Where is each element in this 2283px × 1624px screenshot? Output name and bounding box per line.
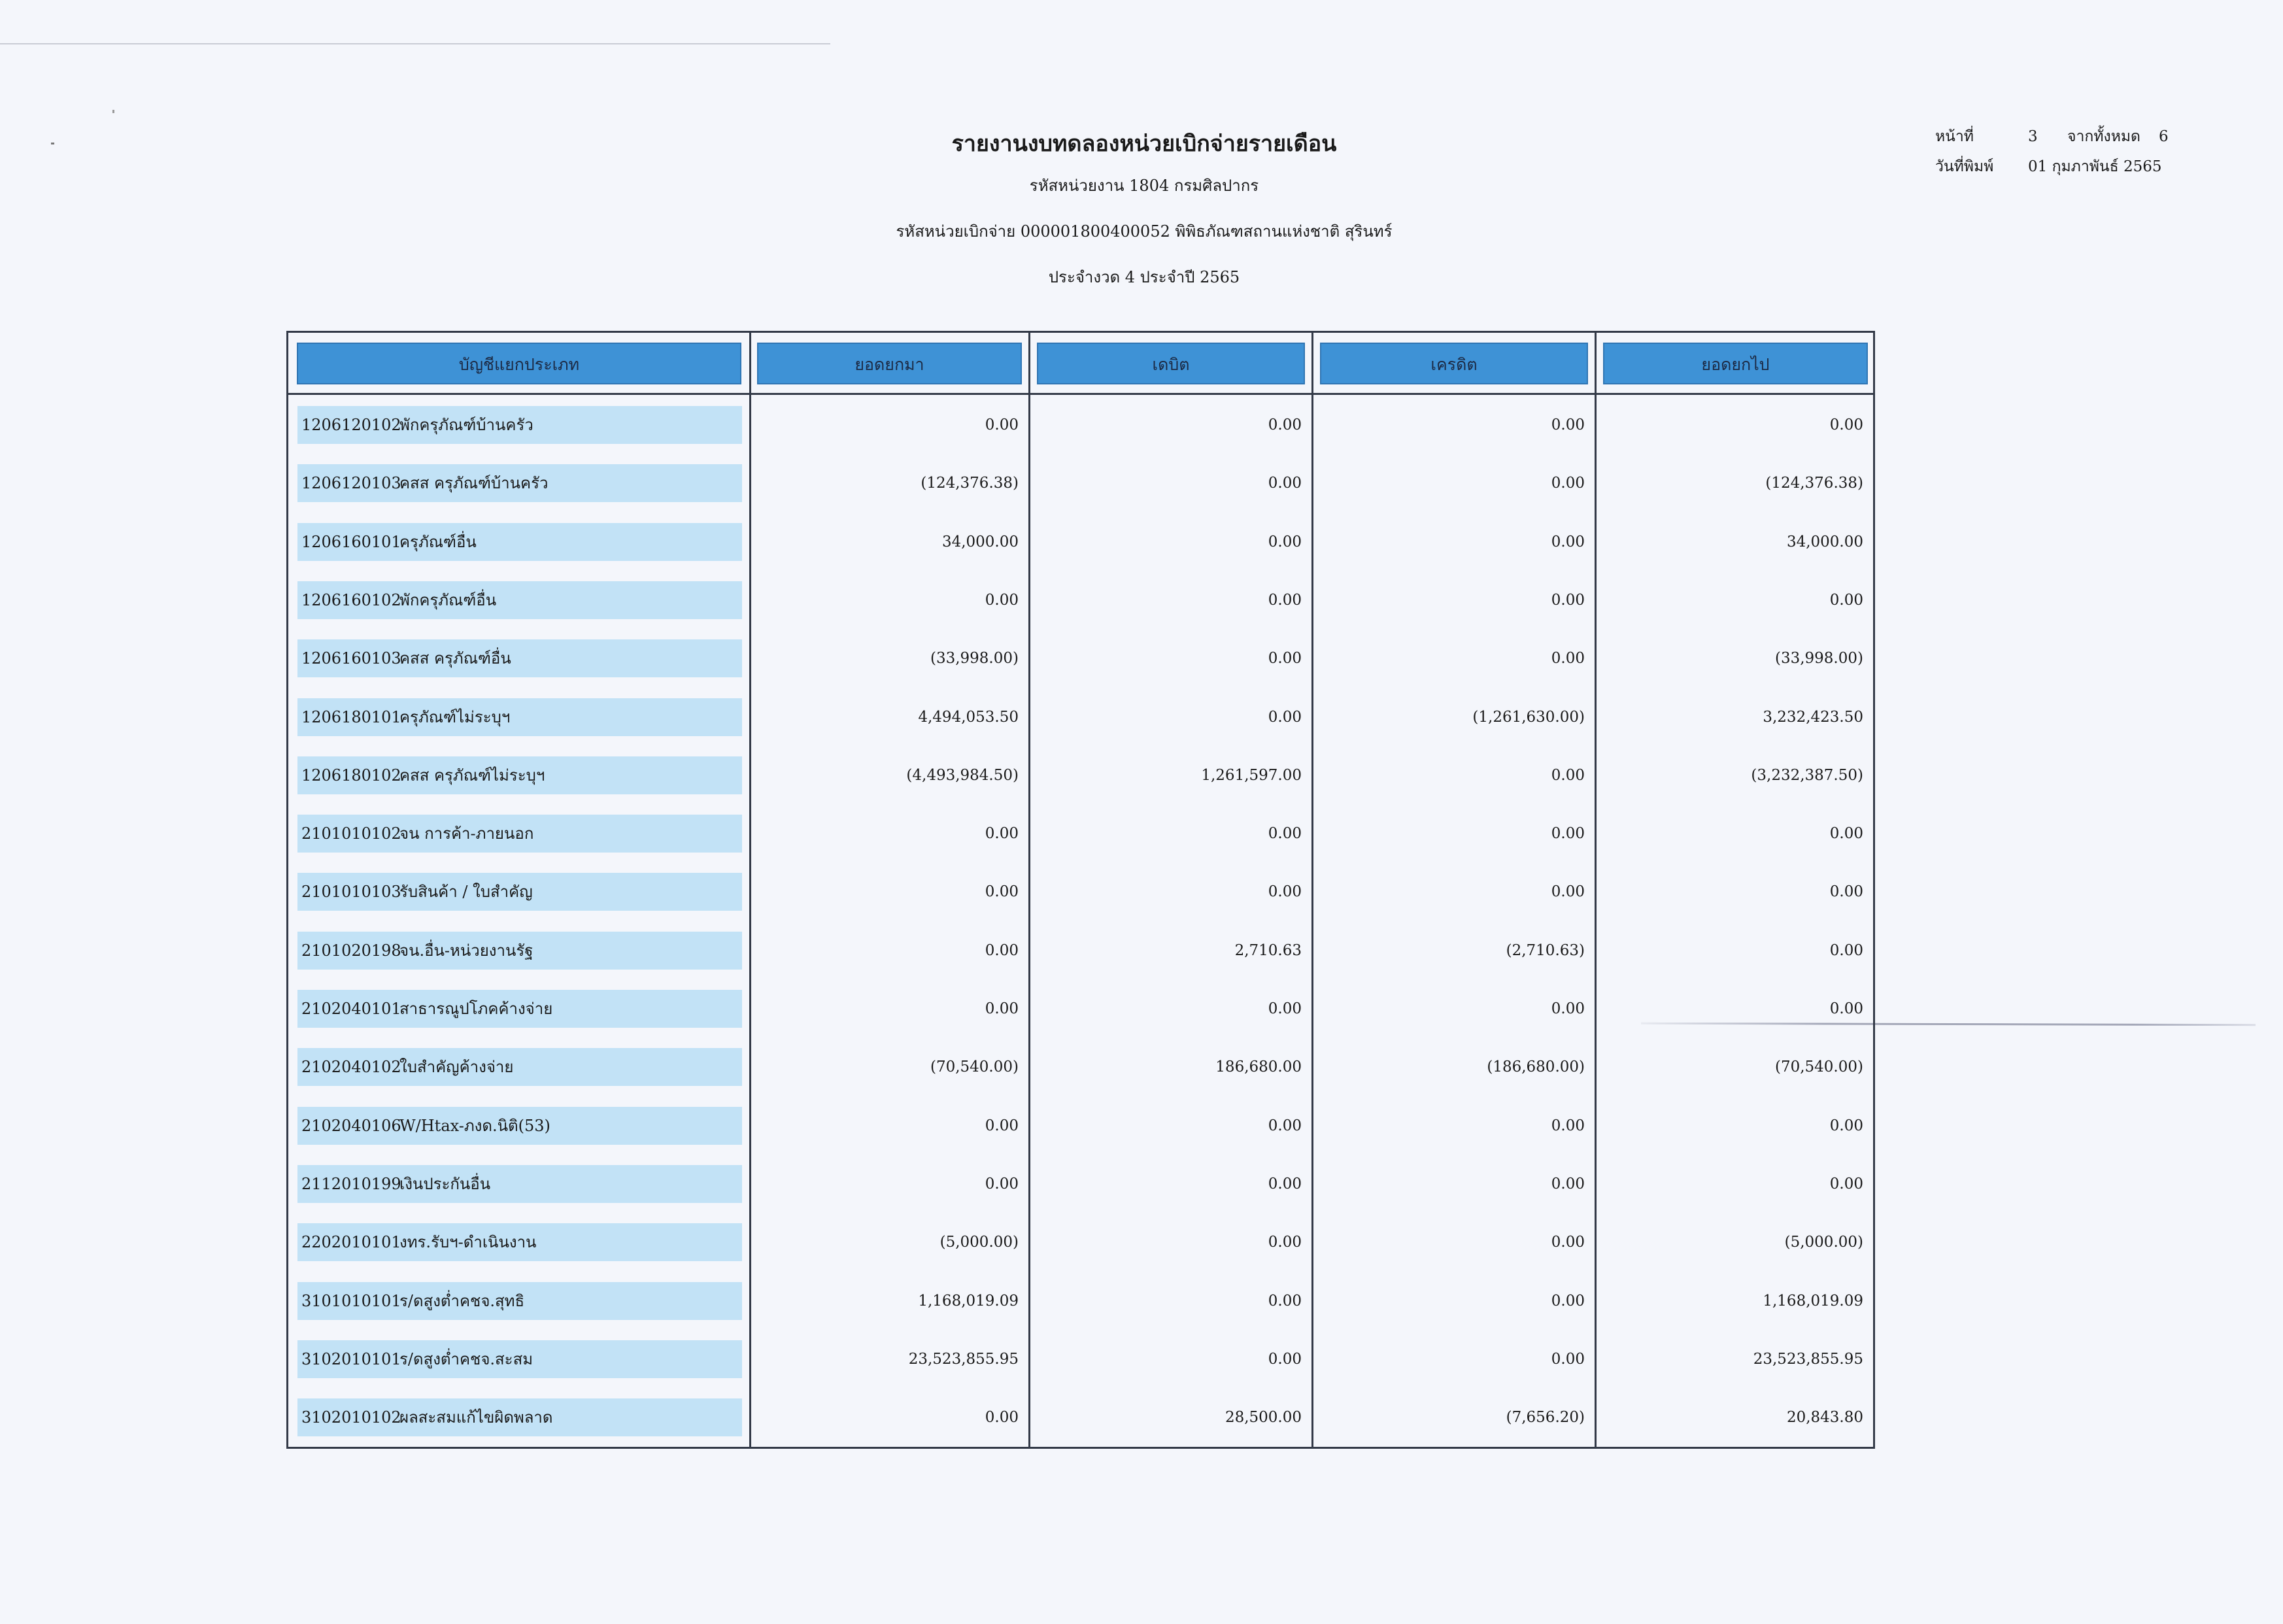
account-code: 2102040102 xyxy=(301,1058,401,1077)
cell-carried-forward: 3,232,423.50 xyxy=(1763,708,1863,726)
table-row xyxy=(288,464,1873,503)
cell-credit: 0.00 xyxy=(1551,825,1585,843)
account-name: รับสินค้า / ใบสำคัญ xyxy=(399,883,533,902)
cell-brought-forward: 23,523,855.95 xyxy=(908,1350,1019,1368)
account-code: 2112010199 xyxy=(301,1174,401,1193)
cell-account xyxy=(297,698,742,736)
scan-artifact-line xyxy=(0,43,830,44)
cell-credit: 0.00 xyxy=(1551,591,1585,609)
account-code: 1206160103 xyxy=(301,649,401,668)
header-credit: เครดิต xyxy=(1320,343,1588,384)
disbursing-unit-line: รหัสหน่วยเบิกจ่าย 000001800400052 พิพิธภัณฑสถานแห่งชาติ สุรินทร์ xyxy=(896,222,1393,241)
cell-account xyxy=(297,756,742,794)
account-code: 2102040106 xyxy=(301,1116,401,1135)
cell-credit: 0.00 xyxy=(1551,1234,1585,1251)
cell-carried-forward: 0.00 xyxy=(1829,941,1863,959)
cell-credit: (2,710.63) xyxy=(1506,941,1585,959)
cell-brought-forward: 1,168,019.09 xyxy=(918,1292,1019,1310)
cell-credit: 0.00 xyxy=(1551,1175,1585,1193)
cell-debit: 0.00 xyxy=(1268,1292,1302,1310)
cell-brought-forward: 0.00 xyxy=(985,941,1019,959)
cell-debit: 0.00 xyxy=(1268,1234,1302,1251)
table-row xyxy=(288,1223,1873,1262)
account-name: คสส ครุภัณฑ์บ้านครัว xyxy=(399,474,549,493)
cell-carried-forward: 0.00 xyxy=(1829,416,1863,433)
cell-credit: (1,261,630.00) xyxy=(1472,708,1585,726)
cell-brought-forward: 0.00 xyxy=(985,1409,1019,1427)
period-line: ประจำงวด 4 ประจำปี 2565 xyxy=(1048,268,1240,286)
scan-speck xyxy=(112,110,114,113)
cell-carried-forward: 1,168,019.09 xyxy=(1763,1292,1863,1310)
table-row xyxy=(288,1282,1873,1321)
account-name: พักครุภัณฑ์อื่น xyxy=(399,590,497,609)
account-code: 2202010101 xyxy=(301,1233,401,1252)
page-meta xyxy=(1935,122,2169,182)
cell-carried-forward: (33,998.00) xyxy=(1774,650,1863,668)
account-name: ร/ดสูงต่ำคชจ.สุทธิ xyxy=(399,1291,525,1310)
cell-debit: 1,261,597.00 xyxy=(1201,766,1302,784)
cell-brought-forward: (124,376.38) xyxy=(921,475,1019,492)
table-row xyxy=(288,581,1873,620)
account-code: 1206180102 xyxy=(301,766,401,785)
cell-carried-forward: (5,000.00) xyxy=(1784,1234,1863,1251)
cell-account xyxy=(297,464,742,502)
header-account: บัญชีแยกประเภท xyxy=(297,343,741,384)
table-row xyxy=(288,698,1873,737)
cell-account xyxy=(297,1340,742,1378)
cell-carried-forward: (124,376.38) xyxy=(1765,475,1863,492)
cell-account xyxy=(297,1048,742,1086)
account-name: จน.อื่น-หน่วยงานรัฐ xyxy=(399,941,533,960)
cell-debit: 0.00 xyxy=(1268,1000,1302,1017)
cell-account xyxy=(297,1107,742,1145)
account-code: 1206160101 xyxy=(301,532,401,551)
cell-credit: (7,656.20) xyxy=(1506,1409,1585,1427)
cell-credit: 0.00 xyxy=(1551,1292,1585,1310)
account-code: 3102010101 xyxy=(301,1349,401,1368)
cell-carried-forward: 0.00 xyxy=(1829,1117,1863,1134)
account-name: คสส ครุภัณฑ์ไม่ระบุฯ xyxy=(399,766,545,785)
account-code: 1206160102 xyxy=(301,590,401,609)
cell-debit: 0.00 xyxy=(1268,825,1302,843)
account-code: 2102040101 xyxy=(301,1000,401,1018)
page-number: 3 xyxy=(2028,128,2038,145)
table-row xyxy=(288,1048,1873,1087)
cell-carried-forward: 20,843.80 xyxy=(1786,1409,1863,1427)
report-title: รายงานงบทดลองหน่วยเบิกจ่ายรายเดือน xyxy=(951,131,1337,157)
cell-brought-forward: 4,494,053.50 xyxy=(918,708,1019,726)
cell-credit: 0.00 xyxy=(1551,475,1585,492)
account-name: ใบสำคัญค้างจ่าย xyxy=(399,1058,514,1077)
cell-carried-forward: 34,000.00 xyxy=(1786,533,1863,550)
account-name: ผลสะสมแก้ไขผิดพลาด xyxy=(399,1408,553,1427)
cell-account xyxy=(297,406,742,444)
cell-debit: 0.00 xyxy=(1268,533,1302,550)
cell-debit: 0.00 xyxy=(1268,708,1302,726)
cell-credit: 0.00 xyxy=(1551,416,1585,433)
cell-brought-forward: 0.00 xyxy=(985,591,1019,609)
cell-debit: 0.00 xyxy=(1268,883,1302,901)
account-name: จน การค้า-ภายนอก xyxy=(399,824,534,843)
cell-brought-forward: (70,540.00) xyxy=(930,1058,1019,1076)
cell-debit: 0.00 xyxy=(1268,475,1302,492)
page-label: หน้าที่ xyxy=(1935,128,1974,145)
header-brought-forward: ยอดยกมา xyxy=(757,343,1022,384)
cell-brought-forward: 0.00 xyxy=(985,1000,1019,1017)
cell-brought-forward: (4,493,984.50) xyxy=(906,766,1019,784)
cell-brought-forward: 0.00 xyxy=(985,883,1019,901)
table-row xyxy=(288,756,1873,796)
cell-account xyxy=(297,523,742,561)
cell-debit: 0.00 xyxy=(1268,650,1302,668)
table-row xyxy=(288,815,1873,854)
account-code: 1206120102 xyxy=(301,416,401,434)
cell-carried-forward: 23,523,855.95 xyxy=(1753,1350,1863,1368)
account-code: 1206120103 xyxy=(301,474,401,493)
cell-credit: 0.00 xyxy=(1551,1350,1585,1368)
cell-carried-forward: 0.00 xyxy=(1829,1000,1863,1017)
account-code: 1206180101 xyxy=(301,707,401,726)
cell-credit: 0.00 xyxy=(1551,650,1585,668)
agency-line: รหัสหน่วยงาน 1804 กรมศิลปากร xyxy=(1029,177,1259,195)
cell-carried-forward: (70,540.00) xyxy=(1774,1058,1863,1076)
cell-debit: 0.00 xyxy=(1268,416,1302,433)
cell-credit: 0.00 xyxy=(1551,883,1585,901)
cell-brought-forward: (33,998.00) xyxy=(930,650,1019,668)
table-row xyxy=(288,639,1873,679)
cell-debit: 186,680.00 xyxy=(1215,1058,1302,1076)
cell-carried-forward: 0.00 xyxy=(1829,883,1863,901)
account-code: 2101010103 xyxy=(301,883,401,902)
cell-account xyxy=(297,639,742,677)
account-code: 2101010102 xyxy=(301,824,401,843)
cell-debit: 0.00 xyxy=(1268,1117,1302,1134)
cell-account xyxy=(297,1223,742,1261)
header-debit: เดบิต xyxy=(1037,343,1305,384)
account-name: เงินประกันอื่น xyxy=(399,1174,491,1193)
cell-debit: 2,710.63 xyxy=(1234,941,1302,959)
cell-carried-forward: 0.00 xyxy=(1829,591,1863,609)
print-date-label: วันที่พิมพ์ xyxy=(1935,158,1994,175)
table-row xyxy=(288,1107,1873,1146)
cell-account xyxy=(297,815,742,853)
cell-carried-forward: 0.00 xyxy=(1829,1175,1863,1193)
cell-credit: 0.00 xyxy=(1551,1117,1585,1134)
cell-account xyxy=(297,1165,742,1203)
print-date: 01 กุมภาพันธ์ 2565 xyxy=(2028,158,2162,175)
header-separator xyxy=(288,393,1873,395)
table-row xyxy=(288,873,1873,912)
account-name: W/Htax-ภงด.นิติ(53) xyxy=(399,1116,550,1135)
table-row xyxy=(288,1398,1873,1438)
cell-credit: (186,680.00) xyxy=(1487,1058,1585,1076)
account-name: คสส ครุภัณฑ์อื่น xyxy=(399,649,511,668)
cell-account xyxy=(297,990,742,1028)
account-name: งทร.รับฯ-ดำเนินงาน xyxy=(399,1233,537,1252)
table-row xyxy=(288,1340,1873,1379)
scan-speck xyxy=(51,143,54,144)
account-name: ครุภัณฑ์ไม่ระบุฯ xyxy=(399,707,511,726)
account-code: 3101010101 xyxy=(301,1291,401,1310)
cell-account xyxy=(297,1398,742,1436)
account-name: ครุภัณฑ์อื่น xyxy=(399,532,477,551)
cell-brought-forward: 0.00 xyxy=(985,416,1019,433)
account-code: 3102010102 xyxy=(301,1408,401,1427)
header-carried-forward: ยอดยกไป xyxy=(1603,343,1868,384)
cell-debit: 28,500.00 xyxy=(1225,1409,1302,1427)
table-row xyxy=(288,1165,1873,1204)
cell-account xyxy=(297,932,742,970)
cell-credit: 0.00 xyxy=(1551,1000,1585,1017)
cell-carried-forward: (3,232,387.50) xyxy=(1751,766,1863,784)
account-code: 2101020198 xyxy=(301,941,401,960)
table-row xyxy=(288,523,1873,562)
cell-account xyxy=(297,1282,742,1320)
cell-debit: 0.00 xyxy=(1268,591,1302,609)
cell-carried-forward: 0.00 xyxy=(1829,825,1863,843)
table-row xyxy=(288,932,1873,971)
cell-account xyxy=(297,873,742,911)
cell-account xyxy=(297,581,742,619)
cell-brought-forward: 0.00 xyxy=(985,825,1019,843)
cell-debit: 0.00 xyxy=(1268,1350,1302,1368)
total-pages-label: จากทั้งหมด xyxy=(2067,128,2140,145)
cell-brought-forward: (5,000.00) xyxy=(939,1234,1019,1251)
cell-credit: 0.00 xyxy=(1551,533,1585,550)
report-header xyxy=(850,124,1438,290)
cell-brought-forward: 0.00 xyxy=(985,1117,1019,1134)
account-name: พักครุภัณฑ์บ้านครัว xyxy=(399,416,533,434)
table-row xyxy=(288,990,1873,1029)
cell-brought-forward: 34,000.00 xyxy=(941,533,1019,550)
total-pages: 6 xyxy=(2159,128,2169,145)
cell-credit: 0.00 xyxy=(1551,766,1585,784)
cell-debit: 0.00 xyxy=(1268,1175,1302,1193)
trial-balance-table xyxy=(286,331,1875,1449)
table-row xyxy=(288,406,1873,445)
account-name: ร/ดสูงต่ำคชจ.สะสม xyxy=(399,1349,533,1368)
cell-brought-forward: 0.00 xyxy=(985,1175,1019,1193)
account-name: สาธารณูปโภคค้างจ่าย xyxy=(399,1000,553,1018)
